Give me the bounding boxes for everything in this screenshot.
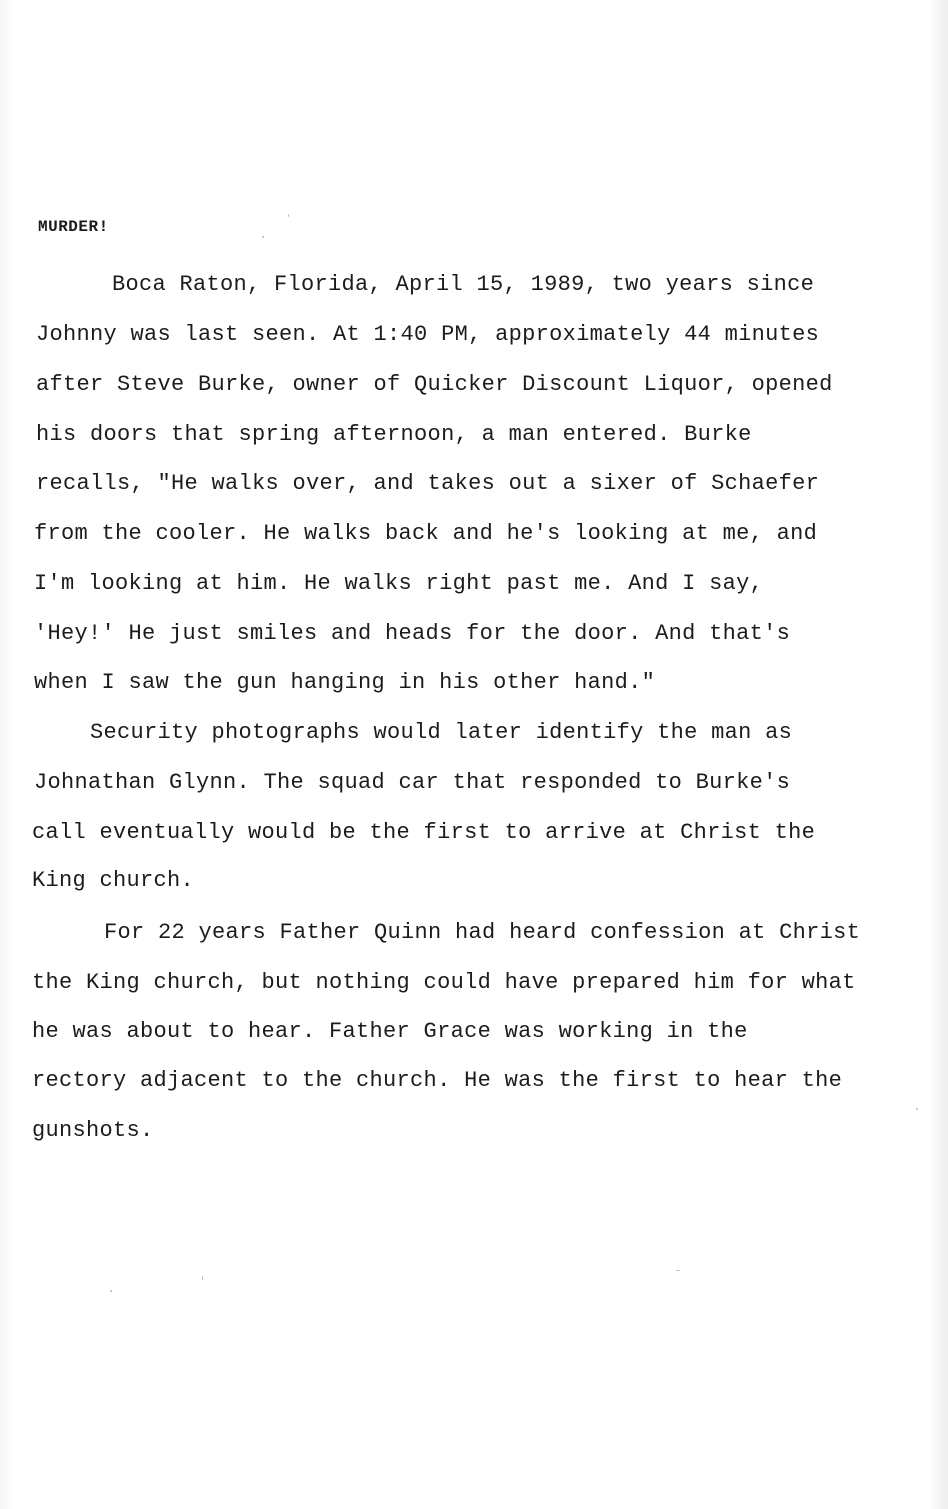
text-line: from the cooler. He walks back and he's looking at me, and bbox=[34, 521, 818, 546]
text-line: recalls, "He walks over, and takes out a sixer of Schaefer bbox=[36, 471, 820, 496]
text-line: after Steve Burke, owner of Quicker Discount Liquor, opened bbox=[36, 372, 833, 397]
text-line: For 22 years Father Quinn had heard confession at Christ bbox=[104, 920, 861, 945]
text-line: 'Hey!' He just smiles and heads for the door. And that's bbox=[34, 621, 791, 646]
paper-speck bbox=[676, 1270, 680, 1271]
text-line: Johnathan Glynn. The squad car that responded to Burke's bbox=[34, 770, 791, 795]
text-line: the King church, but nothing could have prepared him for what bbox=[32, 970, 856, 995]
text-line: Johnny was last seen. At 1:40 PM, approximately 44 minutes bbox=[36, 322, 820, 347]
text-line: King church. bbox=[32, 868, 195, 893]
document-heading: MURDER! bbox=[38, 218, 109, 236]
text-line: I'm looking at him. He walks right past me. And I say, bbox=[34, 571, 764, 596]
paper-speck bbox=[202, 1276, 203, 1280]
paper-speck bbox=[916, 1108, 918, 1110]
paper-speck bbox=[110, 1290, 112, 1292]
text-line: rectory adjacent to the church. He was the first to hear the bbox=[32, 1068, 843, 1093]
text-line: he was about to hear. Father Grace was working in the bbox=[32, 1019, 748, 1044]
text-line: call eventually would be the first to arrive at Christ the bbox=[32, 820, 816, 845]
text-line: his doors that spring afternoon, a man entered. Burke bbox=[36, 422, 752, 447]
paper-speck bbox=[288, 214, 289, 217]
text-line: Security photographs would later identify the man as bbox=[90, 720, 793, 745]
paper-speck bbox=[262, 236, 264, 238]
text-line: gunshots. bbox=[32, 1118, 154, 1143]
text-line: Boca Raton, Florida, April 15, 1989, two years since bbox=[112, 272, 815, 297]
text-line: when I saw the gun hanging in his other hand." bbox=[34, 670, 656, 695]
